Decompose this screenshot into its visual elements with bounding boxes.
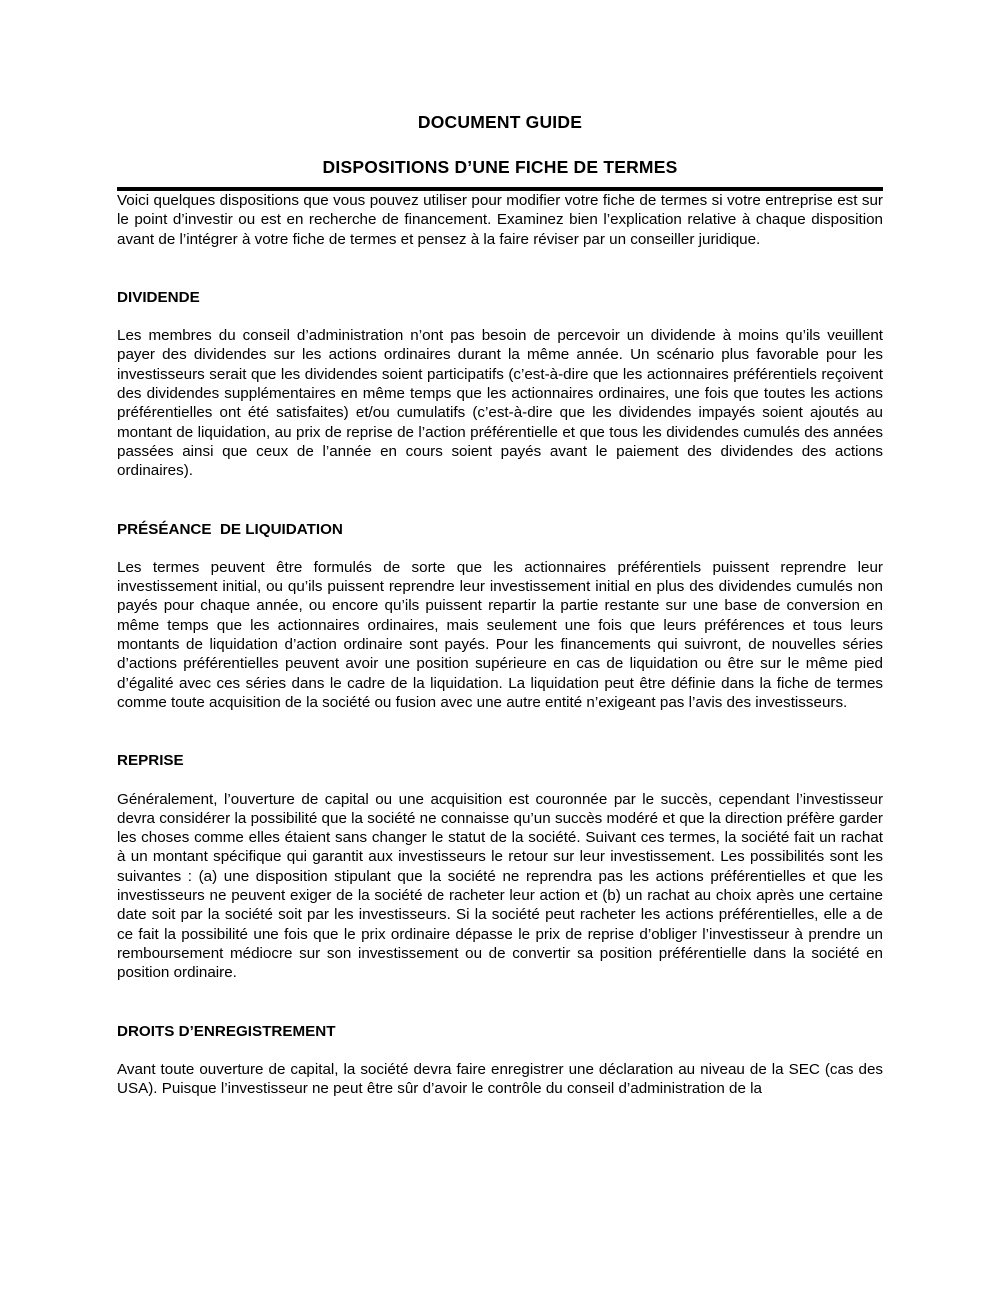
intro-paragraph: Voici quelques dispositions que vous pouvez utiliser pour modifier votre fiche de termes si votre entreprise est sur le point d’investir ou est en recherche de financement. Examinez bien l’explication relative à chaque disposition avant de l’intégrer à votre fiche de termes et pensez à la faire réviser par un conseiller juridique. xyxy=(117,192,883,248)
section-preseance-de-liquidation xyxy=(117,520,883,713)
section-reprise xyxy=(117,751,883,982)
section-body-dividende: Les membres du conseil d’administration n’ont pas besoin de percevoir un dividende à moins qu’ils veuillent payer des dividendes sur les actions ordinaires durant la même année. Un scénario plus favorable pour les investisseurs serait que les dividendes soient participatifs (c’est-à-dire que les actionnaires préférentiels reçoivent des dividendes supplémentaires en même temps que les actionnaires ordinaires, une fois que toutes les actions préférentielles ont été satisfaites) et/ou cumulatifs (c’est-à-dire que les dividendes impayés soient ajoutés au montant de liquidation, au prix de reprise de l’action préférentielle et que tous les dividendes cumulés des années passées ainsi que ceux de l’année en cours soient payés avant le paiement des dividendes des actions ordinaires). xyxy=(117,327,883,480)
document-title: DOCUMENT GUIDE xyxy=(417,112,583,132)
section-body-preseance-de-liquidation: Les termes peuvent être formulés de sorte que les actionnaires préférentiels puissent reprendre leur investissement initial, ou qu’ils puissent reprendre leur investissement initial en plus des dividendes cumulés non payés pour chaque année, ou encore qu’ils puissent repartir la partie restante sur une base de conversion en même temps que les actionnaires ordinaires, mais seulement une fois que leurs préférences et tous leurs montants de liquidation d’action ordinaire sont payés. Pour les financements qui suivront, de nouvelles séries d’actions préférentielles peuvent avoir une position supérieure en cas de liquidation ou être sur le même pied d’égalité avec ces séries dans le cadre de la liquidation. La liquidation peut être définie dans la fiche de termes comme toute acquisition de la société ou fusion avec une autre entité n’exigeant pas l’avis des investisseurs. xyxy=(117,558,883,711)
section-heading-dividende: DIVIDENDE xyxy=(117,288,200,306)
section-heading-droits-d-enregistrement: DROITS D’ENREGISTREMENT xyxy=(117,1022,336,1040)
section-droits-d-enregistrement xyxy=(117,1022,883,1099)
section-body-reprise: Généralement, l’ouverture de capital ou une acquisition est couronnée par le succès, cependant l’investisseur devra considérer la possibilité que la société ne connaisse qu’un succès modéré et que la direction préfère garder les choses comme elles étaient sans changer le statut de la société. Suivant ces termes, la société fait un rachat à un montant spécifique qui garantit aux investisseurs le retour sur leur investissement. Les possibilités sont les suivantes : (a) une disposition stipulant que la société ne reprendra pas les actions préférentielles et que les investisseurs ne peuvent exiger de la société de racheter leur action et (b) un rachat au choix après une certaine date soit par la société soit par les investisseurs. Si la société peut racheter les actions préférentielles, elle a de ce fait la possibilité une fois que le prix ordinaire dépasse le prix de reprise d’obliger l’investisseur à prendre un remboursement médiocre sur son investissement ou de convertir sa position préférentielle dans la société en position ordinaire. xyxy=(117,790,883,982)
section-dividende xyxy=(117,288,883,481)
document-subtitle: DISPOSITIONS D’UNE FICHE DE TERMES xyxy=(322,157,678,177)
section-heading-reprise: REPRISE xyxy=(117,752,184,770)
section-body-droits-d-enregistrement: Avant toute ouverture de capital, la société devra faire enregistrer une déclaration au niveau de la SEC (cas des USA). Puisque l’investisseur ne peut être sûr d’avoir le contrôle du conseil d’administration de la xyxy=(117,1060,883,1098)
section-heading-preseance-de-liquidation: PRÉSÉANCE DE LIQUIDATION xyxy=(117,520,343,538)
